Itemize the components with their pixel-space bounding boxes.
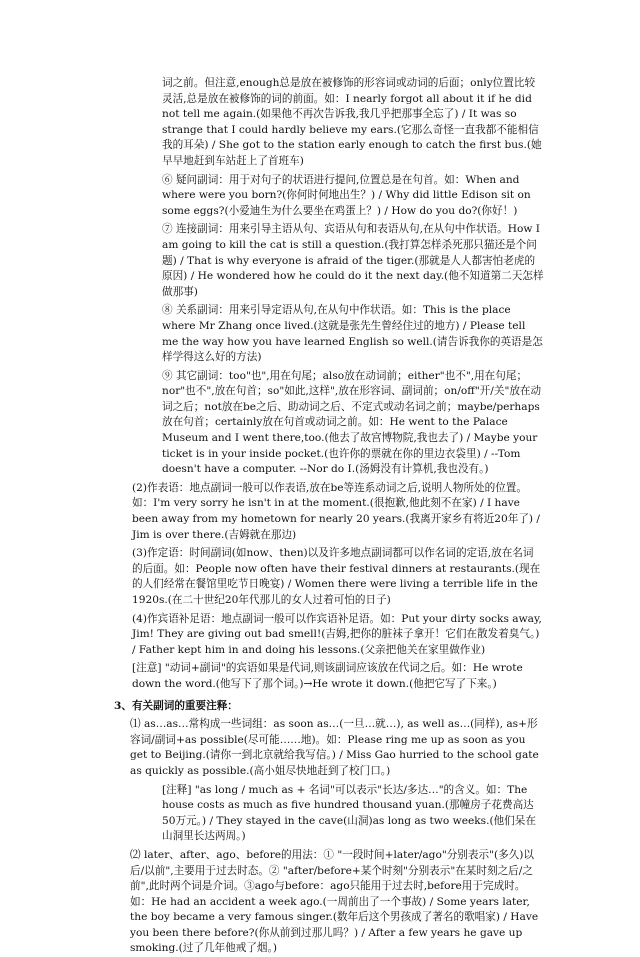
paragraph-interrogative-adverbs: ⑥ 疑问副词：用于对句子的状语进行提问,位置总是在句首。如：When and where were you born?(你何时何地出生？) / Why did little Edison sit on some eggs?(小爱迪生为什么要坐在鸡蛋上？) / How do you do?(你好！): [162, 173, 531, 217]
paragraph-note: [注意] "动词+副词"的宾语如果是代词,则该副词应该放在代词之后。如：He wrote down the word.(他写下了那个词。)→He wrote it down.(他把它写了下来。): [132, 662, 523, 690]
paragraph-later-after-ago-before: ⑵ later、after、ago、before的用法：① "一段时间+later/ago"分别表示"(多久)以后/以前",主要用于过去时态。② "after/before+某个时刻"分别表示"在某时刻之后/之前",此时两个词是介词。③ago与before：ago只能用于过去时,before用于完成时。如：He had an accident a week ago.(一周前出了一个事故) / Some years later, the boy became a very famous singer.(数年后这个男孩成了著名的歌唱家) / Have you been there before?(你从前到过那儿吗？) / After a few years he gave up smoking.(过了几年他戒了烟。): [130, 848, 539, 955]
section-heading: 3、有关副词的重要注释：: [114, 699, 238, 712]
paragraph-continuation: 词之前。但注意,enough总是放在被修饰的形容词或动词的后面；only位置比较灵活,总是放在被修饰的词的前面。如：I nearly forgot all about it if he did not tell me again.(如果他不再次告诉我,我几乎把那事全忘了) / It was so strange that I could hardly believe my ears.(它那么奇怪一直我都不能相信我的耳朵) / She got to the station early enough to catch the first bus.(她早早地赶到车站赶上了首班车): [162, 77, 542, 167]
paragraph-as-long-note: [注释] "as long / much as + 名词"可以表示"长达/多达…"的含义。如：The house costs as much as five hundred thousand yuan.(那幢房子花费高达50万元。) / They stayed in the cave(山洞)as long as two weeks.(他们呆在山洞里长达两周。): [162, 783, 536, 843]
paragraph-relative-adverbs: ⑧ 关系副词：用来引导定语从句,在从句中作状语。如：This is the place where Mr Zhang once lived.(这就是张先生曾经住过的地方) / Please tell me the way how you have learned English so well.(请告诉我你的英语是怎样学得这么好的方法): [162, 304, 543, 364]
paragraph-as-predicative: (2)作表语：地点副词一般可以作表语,放在be等连系动词之后,说明人物所处的位置。如：I'm very sorry he isn't in at the moment.(很抱歉,他此刻不在家) / I have been away from my hometown for nearly 20 years.(我离开家乡有将近20年了) / Jim is over there.(吉姆就在那边): [132, 481, 540, 541]
paragraph-as-attribute: (3)作定语：时间副词(如now、then)以及许多地点副词都可以作名词的定语,放在名词的后面。如：People now often have their festival dinners at restaurants.(现在的人们经常在餐馆里吃节日晚宴) / Women there were living a terrible life in the 1920s.(在二十世纪20年代那儿的女人过着可怕的日子): [132, 547, 541, 606]
paragraph-as-object-complement: (4)作宾语补足语：地点副词一般可以作宾语补足语。如：Put your dirty socks away, Jim! They are giving out bad smell!(吉姆,把你的脏袜子拿开！它们在散发着臭气。) / Father kept him in and doing his lessons.(父亲把他关在家里做作业): [132, 612, 542, 656]
paragraph-other-adverbs: ⑨ 其它副词：too"也",用在句尾；also放在动词前；either"也不",用在句尾；nor"也不",放在句首；so"如此,这样",放在形容词、副词前；on/off"开/关"放在动词之后；not放在be之后、助动词之后、不定式或动名词之前；maybe/perhaps放在句首；certainly放在句首或动词之前。如：He went to the Palace Museum and I went there,too.(他去了故宫博物院,我也去了) / Maybe your ticket is in your inside pocket.(也许你的票就在你的里边衣袋里) / --Tom doesn't have a computer. --Nor do I.(汤姆没有计算机,我也没有。): [162, 369, 542, 476]
paragraph-as-as: ⑴ as…as…常构成一些词组：as soon as…(一旦…就…), as well as…(同样), as+形容词/副词+as possible(尽可能……地)。如：Please ring me up as soon as you get to Beijing.(请你一到北京就给我写信。) / Miss Gao hurried to the school gate as quickly as possible.(高小姐尽快地赶到了校门口。): [130, 718, 539, 777]
paragraph-conjunctive-adverbs: ⑦ 连接副词：用来引导主语从句、宾语从句和表语从句,在从句中作状语。How I am going to kill the cat is still a question.(我打算怎样杀死那只猫还是个问题) / That is why everyone is afraid of the tiger.(那就是人人都害怕老虎的原因) / He wondered how he could do it the next day.(他不知道第二天怎样做那事): [162, 223, 544, 298]
